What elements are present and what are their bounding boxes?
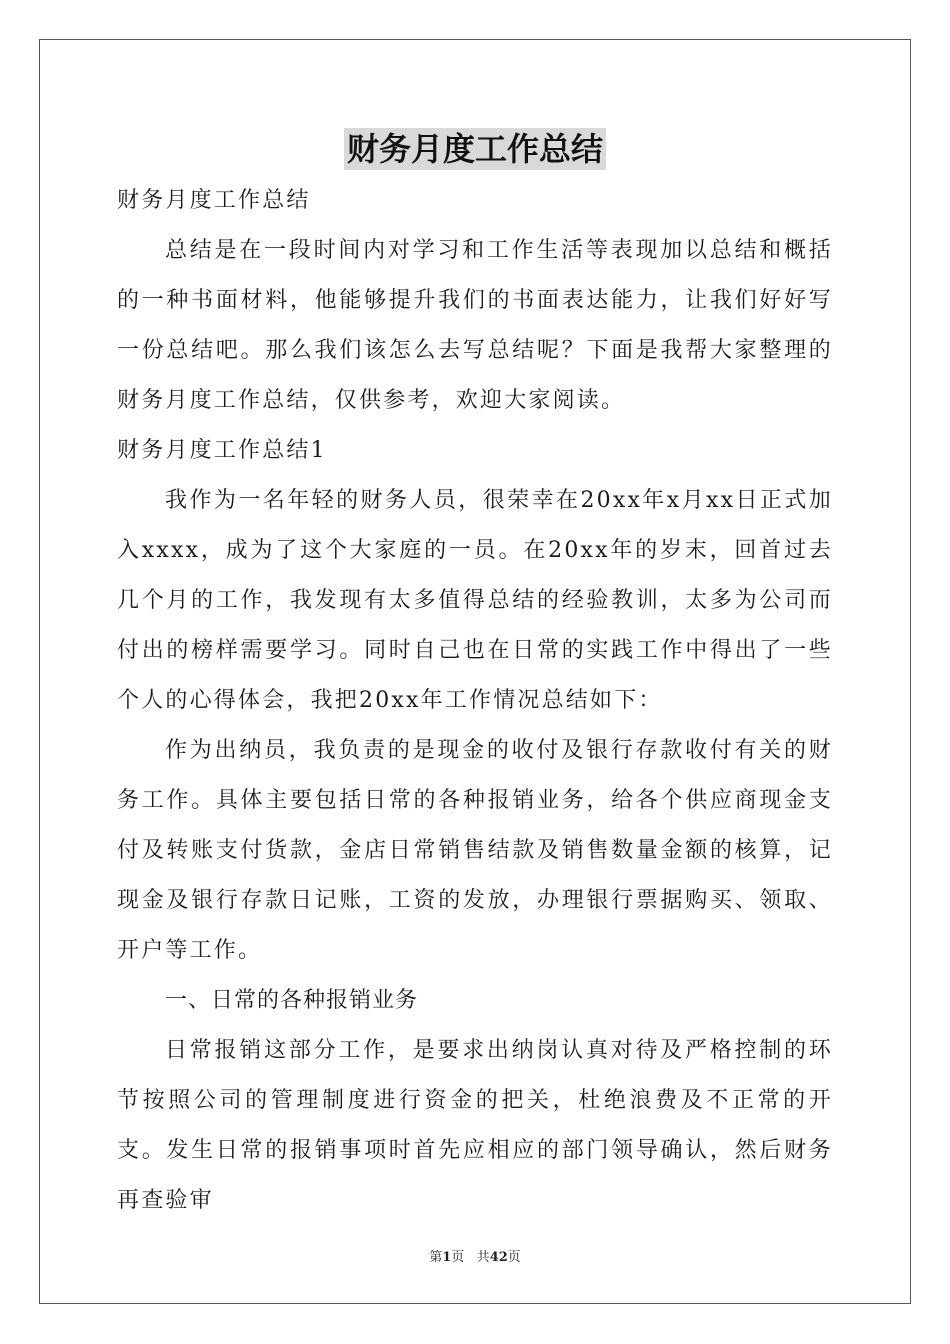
intro-paragraph: 总结是在一段时间内对学习和工作生活等表现加以总结和概括的一种书面材料，他能够提升我们的书面表达能力，让我们好好写一份总结吧。那么我们该怎么去写总结呢？下面是我帮大家整理的财务月度工作总结，仅供参考，欢迎大家阅读。: [117, 238, 833, 413]
document-title: 财务月度工作总结: [344, 128, 606, 170]
total-unit: 页: [507, 1250, 521, 1265]
subtitle-line: 财务月度工作总结: [117, 188, 311, 213]
body-paragraph: 我作为一名年轻的财务人员，很荣幸在20xx年x月xx日正式加入xxxx，成为了这个大家庭的一员。在20xx年的岁末，回首过去几个月的工作，我发现有太多值得总结的经验教训，太多为公司而付出的榜样需要学习。同时自己也在日常的实践工作中得出了一些个人的心得体会，我把20xx年工作情况总结如下：: [117, 488, 833, 713]
body-paragraph: 作为出纳员，我负责的是现金的收付及银行存款收付有关的财务工作。具体主要包括日常的各种报销业务，给各个供应商现金支付及转账支付货款，金店日常销售结款及销售数量金额的核算，记现金及银行存款日记账，工资的发放，办理银行票据购买、领取、开户等工作。: [117, 738, 833, 963]
page-prefix: 第: [429, 1250, 443, 1265]
section-heading: 财务月度工作总结1: [117, 438, 327, 463]
current-page-number: 1: [442, 1250, 452, 1265]
body-paragraph: 日常报销这部分工作，是要求出纳岗认真对待及严格控制的环节按照公司的管理制度进行资金的把关，杜绝浪费及不正常的开支。发生日常的报销事项时首先应相应的部门领导确认，然后财务再查验审: [117, 1038, 833, 1213]
sub-heading: 一、日常的各种报销业务: [165, 988, 419, 1013]
total-page-count: 42: [489, 1250, 508, 1265]
document-body: [117, 176, 833, 1226]
page-footer: [0, 1246, 950, 1265]
page-unit: 页: [451, 1250, 465, 1265]
total-prefix: 共: [476, 1250, 490, 1265]
title-container: [0, 128, 950, 170]
